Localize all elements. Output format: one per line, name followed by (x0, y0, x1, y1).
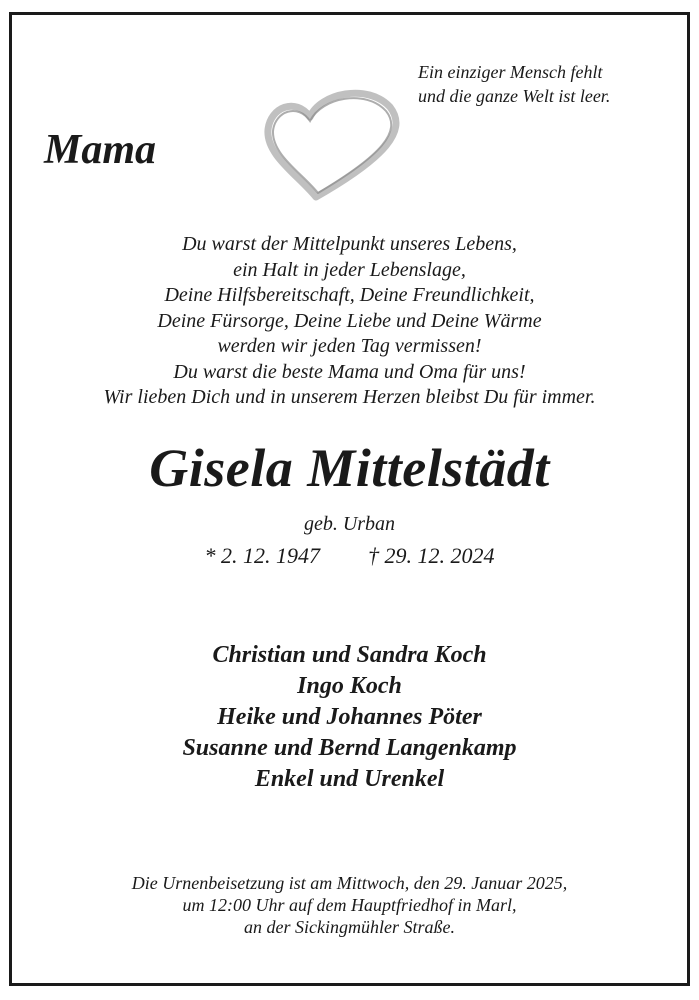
birth-date: * 2. 12. 1947 (204, 543, 320, 568)
motto-quote (418, 60, 668, 108)
heart-icon (258, 85, 408, 205)
funeral-service-info (20, 872, 679, 938)
motto-line: und die ganze Welt ist leer. (418, 86, 611, 106)
deceased-name: Gisela Mittelstädt (149, 438, 550, 498)
service-line: um 12:00 Uhr auf dem Hauptfriedhof in Marl, (182, 895, 517, 915)
poem-line: werden wir jeden Tag vermissen! (217, 335, 482, 357)
mourner-entry: Ingo Koch (297, 673, 402, 699)
poem-line: ein Halt in jeder Lebenslage, (233, 258, 466, 281)
poem-line: Deine Hilfsbereitschaft, Deine Freundlichkeit, (164, 284, 535, 306)
mourners-list (20, 640, 679, 795)
poem-line: Du warst die beste Mama und Oma für uns! (173, 360, 526, 383)
mourner-entry: Susanne und Bernd Langenkamp (182, 735, 517, 761)
life-dates (20, 542, 679, 570)
death-date: † 29. 12. 2024 (368, 543, 495, 568)
poem-line: Deine Fürsorge, Deine Liebe und Deine Wärme (157, 309, 542, 332)
poem-line: Du warst der Mittelpunkt unseres Lebens, (182, 233, 517, 255)
poem-line: Wir lieben Dich und in unserem Herzen bleibst Du für immer. (103, 386, 596, 408)
birth-name: geb. Urban (303, 513, 396, 535)
mourner-entry: Enkel und Urenkel (254, 766, 445, 792)
mourner-entry: Christian und Sandra Koch (212, 642, 487, 668)
mourner-entry: Heike und Johannes Pöter (217, 704, 482, 730)
motto-line: Ein einziger Mensch fehlt (418, 62, 603, 82)
heading-mama: Mama (44, 127, 157, 173)
service-line: Die Urnenbeisetzung ist am Mittwoch, den 29. Januar 2025, (131, 873, 568, 893)
service-line: an der Sickingmühler Straße. (244, 917, 455, 937)
poem (20, 232, 679, 411)
